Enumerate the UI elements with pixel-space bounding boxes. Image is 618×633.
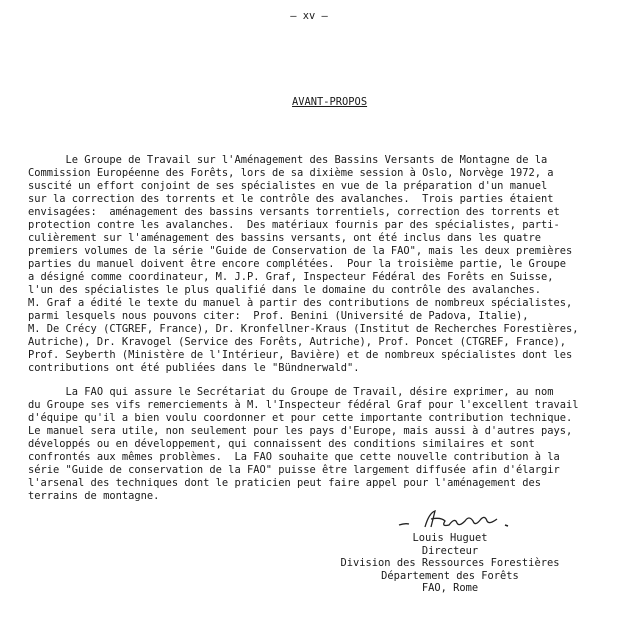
signature-block xyxy=(300,532,600,595)
text-line: culièrement sur l'aménagement des bassins versants, ont été inclus dans les quatre xyxy=(28,232,541,244)
text-line: Directeur xyxy=(421,544,479,557)
text-line: du Groupe ses vifs remerciements à M. l'Inspecteur fédéral Graf pour l'excellent travail xyxy=(28,399,579,411)
text-line: l'arsenal des techniques dont le praticien peut faire appel pour l'aménagement des xyxy=(28,477,541,489)
text-line: parmi lesquels nous pouvons citer: Prof. Benini (Université de Padova, Italie), xyxy=(28,310,529,322)
text-line: d'équipe qu'il a bien voulu coordonner et pour cette importante contribution technique. xyxy=(28,412,573,424)
text-line: M. Graf a édité le texte du manuel à partir des contributions de nombreux spécialistes, xyxy=(28,297,573,309)
text-line: terrains de montagne. xyxy=(28,490,160,502)
text-line: contributions ont été publiées dans le "Bündnerwald". xyxy=(28,362,360,374)
text-line: série "Guide de conservation de la FAO" puisse être largement diffusée afin d'élargir xyxy=(28,464,560,476)
text-line: Prof. Seyberth (Ministère de l'Intérieur, Bavière) et de nombreux spécialistes dont les xyxy=(28,349,573,361)
paragraph-1 xyxy=(28,154,579,375)
text-line: Le manuel sera utile, non seulement pour les pays d'Europe, mais aussi à d'autres pays, xyxy=(28,425,573,437)
text-line: développés ou en développement, qui connaissent des conditions similaires et sont xyxy=(28,438,535,450)
text-line: suscité un effort conjoint de ses spécialistes en vue de la préparation d'un manuel xyxy=(28,180,548,192)
text-line: Département des Forêts xyxy=(381,569,519,582)
paragraph-2 xyxy=(28,386,579,503)
text-line: Division des Ressources Forestières xyxy=(340,557,560,569)
text-line: FAO, Rome xyxy=(421,582,479,594)
page-title: AVANT-PROPOS xyxy=(292,96,368,108)
text-line: Louis Huguet xyxy=(412,532,488,544)
text-line: Commission Européenne des Forêts, lors de sa dixième session à Oslo, Norvège 1972, a xyxy=(28,167,554,179)
text-line: a désigné comme coordinateur, M. J.P. Graf, Inspecteur Fédéral des Forêts en Suisse, xyxy=(28,271,554,283)
text-line: confrontés aux mêmes problèmes. La FAO souhaite que cette nouvelle contribution à la xyxy=(28,451,560,463)
text-line: Le Groupe de Travail sur l'Aménagement des Bassins Versants de Montagne de la xyxy=(28,154,548,166)
page-number: – xv – xyxy=(290,10,328,22)
text-line: protection contre les avalanches. Des matériaux fournis par des spécialistes, parti- xyxy=(28,219,560,231)
text-line: sur la correction des torrents et le contrôle des avalanches. Trois parties étaient xyxy=(28,193,554,205)
text-line: parties du manuel doivent être encore complétées. Pour la troisième partie, le Groupe xyxy=(28,258,566,270)
text-line: premiers volumes de la série "Guide de Conservation de la FAO", mais les deux premières xyxy=(28,245,573,257)
text-line: La FAO qui assure le Secrétariat du Groupe de Travail, désire exprimer, au nom xyxy=(28,386,554,398)
text-line: envisagées: aménagement des bassins versants torrentiels, correction des torrents et xyxy=(28,206,560,218)
text-line: l'un des spécialistes le plus qualifié dans le domaine du contrôle des avalanches. xyxy=(28,284,541,296)
text-line: Autriche), Dr. Kravogel (Service des Forêts, Autriche), Prof. Poncet (CTGREF, France), xyxy=(28,336,566,348)
text-line: M. De Crécy (CTGREF, France), Dr. Kronfellner-Kraus (Institut de Recherches Forestières, xyxy=(28,323,579,335)
